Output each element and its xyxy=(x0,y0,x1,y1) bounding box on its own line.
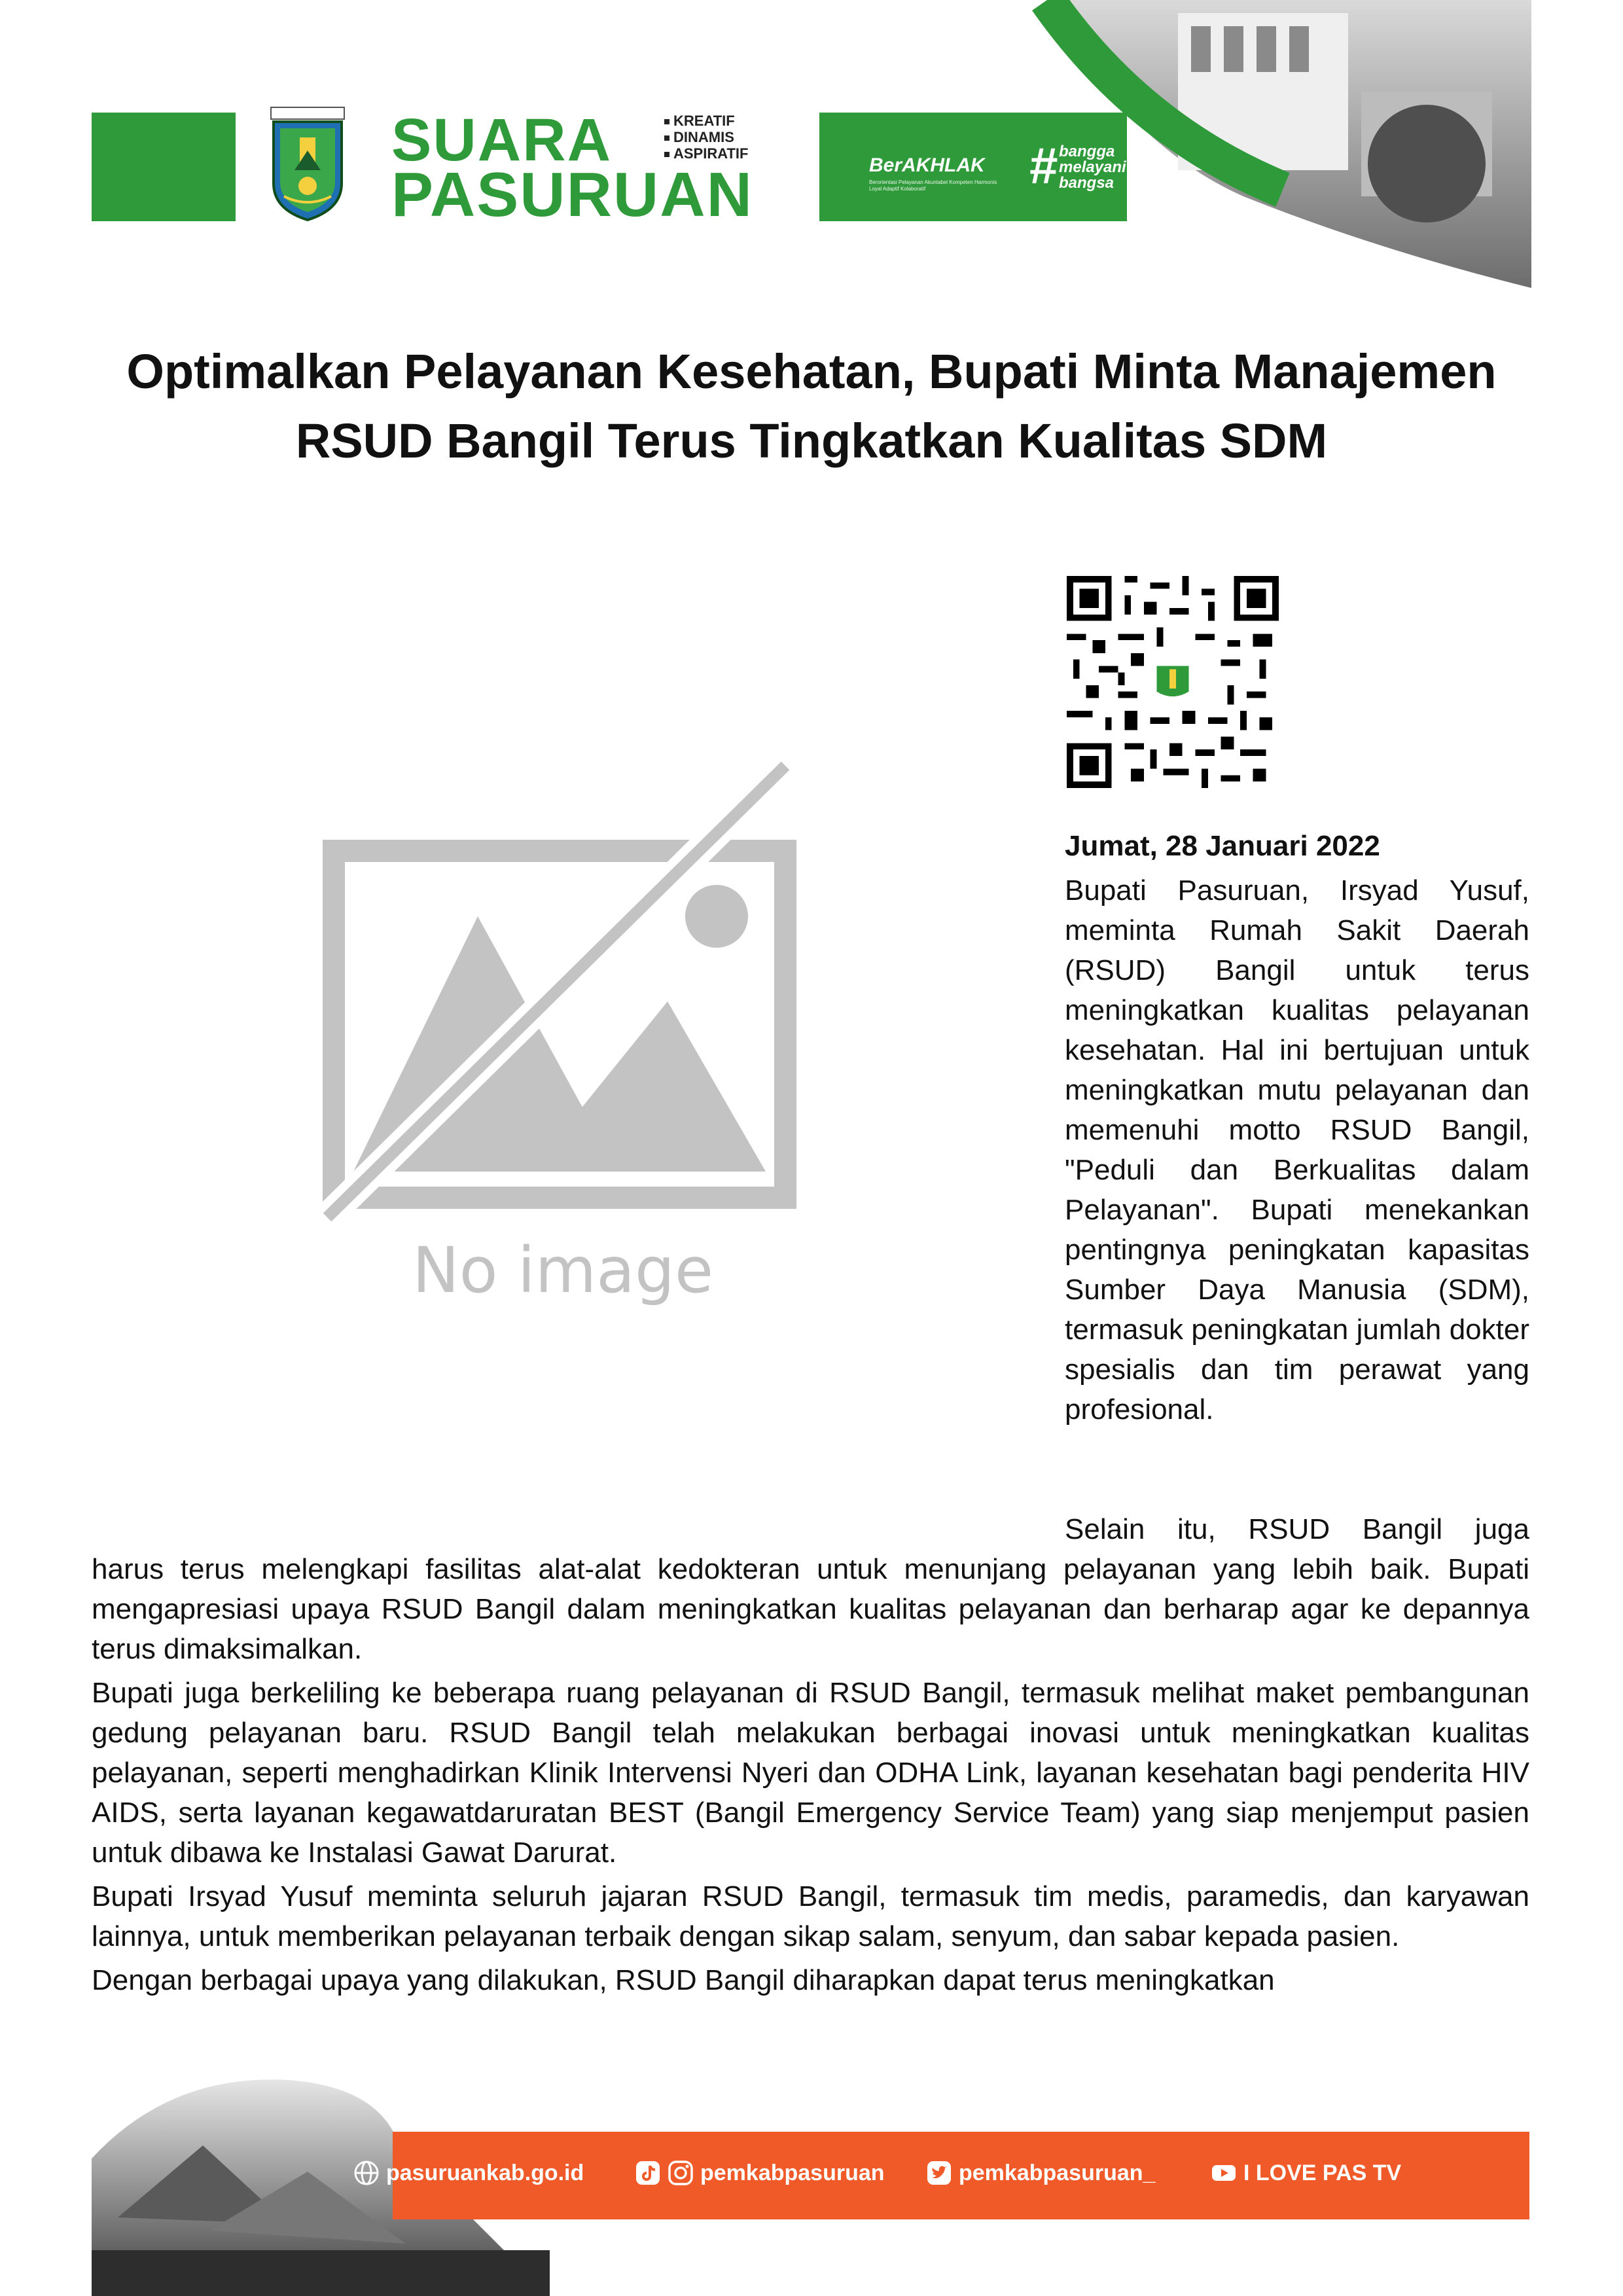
footer-social-handle: pemkabpasuruan xyxy=(700,2160,885,2185)
article-title: Optimalkan Pelayanan Kesehatan, Bupati Minta Manajemen RSUD Bangil Terus Tingkatkan Kualitas SDM xyxy=(126,344,1497,468)
footer-twitter-link[interactable] xyxy=(926,2160,1155,2186)
header-green-block xyxy=(92,113,236,221)
article-paragraph: Dengan berbagai upaya yang dilakukan, RSUD Bangil diharapkan dapat terus meningkatkan xyxy=(92,1964,1275,1996)
slogan-word: bangsa xyxy=(1059,174,1115,192)
hashtag-icon: # xyxy=(1029,137,1058,194)
footer-twitter-handle: pemkabpasuruan_ xyxy=(959,2160,1156,2185)
article-paragraph: Bupati juga berkeliling ke beberapa ruang pelayanan di RSUD Bangil, termasuk melihat maket pembangunan gedung pelayanan baru. RSUD Bangil telah melakukan berbagai inovasi untuk meningkatkan kualitas pelayanan, seperti menghadirkan Klinik Intervensi Nyeri dan ODHA Link, layanan kesehatan bagi penderita HIV AIDS, serta layanan kegawatdaruratan BEST (Bangil Emergency Service Team) yang siap menjemput pasien untuk dibawa ke Instalasi Gawat Darurat. xyxy=(92,1677,1529,1869)
no-image-label: No image xyxy=(412,1234,714,1307)
article-side-column xyxy=(1065,870,1529,1429)
brand-tagline xyxy=(664,113,748,162)
slogan-word: melayani xyxy=(1059,158,1126,176)
slogan-bangga-melayani-bangsa xyxy=(1059,144,1126,191)
footer-website-link[interactable] xyxy=(353,2160,584,2186)
text-fade-overlay xyxy=(92,2000,1529,2039)
article-paragraph: Bupati Irsyad Yusuf meminta seluruh jajaran RSUD Bangil, termasuk tim medis, paramedis, dan karyawan lainnya, untuk memberikan pelayanan terbaik dengan sikap salam, senyum, dan sabar kepada pasien. xyxy=(92,1880,1529,1952)
qr-code[interactable] xyxy=(1067,576,1279,788)
tagline-item: DINAMIS xyxy=(664,129,748,145)
slogan-word: bangga xyxy=(1059,143,1115,160)
tiktok-icon xyxy=(635,2160,661,2186)
article-side-last-line: Selain itu, RSUD Bangil juga xyxy=(1065,1513,1529,1545)
instagram-icon xyxy=(668,2160,694,2186)
tagline-item: ASPIRATIF xyxy=(664,145,748,162)
brand-title-line1: SUARA xyxy=(391,107,613,173)
article-paragraph: Bupati Pasuruan, Irsyad Yusuf, meminta Rumah Sakit Daerah (RSUD) Bangil untuk terus meningkatkan kualitas pelayanan kesehatan. Hal ini bertujuan untuk meningkatkan mutu pelayanan dan memenuhi motto RSUD Bangil, "Peduli dan Berkualitas dalam Pelayanan". Bupati menekankan pentingnya peningkatan kapasitas Sumber Daya Manusia (SDM), termasuk peningkatan jumlah dokter spesialis dan tim perawat yang profesional. xyxy=(1065,874,1529,1426)
footer-youtube-text: I LOVE PAS TV xyxy=(1243,2160,1402,2185)
berakhlak-subtitle: Berorientasi Pelayanan Akuntabel Kompeten Harmonis Loyal Adaptif Kolaboratif xyxy=(869,179,997,192)
pasuruan-crest-logo xyxy=(268,105,347,223)
brand-title-line2: PASURUAN xyxy=(391,160,753,230)
youtube-icon xyxy=(1211,2160,1237,2186)
twitter-icon xyxy=(926,2160,952,2186)
berakhlak-logo-text: BerAKHLAK xyxy=(869,154,985,176)
article-date: Jumat, 28 Januari 2022 xyxy=(1065,830,1380,862)
footer-website-text: pasuruankab.go.id xyxy=(386,2160,584,2185)
tagline-item: KREATIF xyxy=(664,113,748,129)
globe-icon xyxy=(353,2160,380,2186)
article-body xyxy=(92,1549,1529,2032)
article-paragraph: harus terus melengkapi fasilitas alat-alat kedokteran untuk menunjang pelayanan yang lebih baik. Bupati mengapresiasi upaya RSUD Bangil dalam meningkatkan kualitas pelayanan dan berharap agar ke depannya terus dimaksimalkan. xyxy=(92,1553,1529,1665)
footer-social-link[interactable] xyxy=(635,2160,885,2186)
footer-youtube-link[interactable] xyxy=(1211,2160,1401,2186)
